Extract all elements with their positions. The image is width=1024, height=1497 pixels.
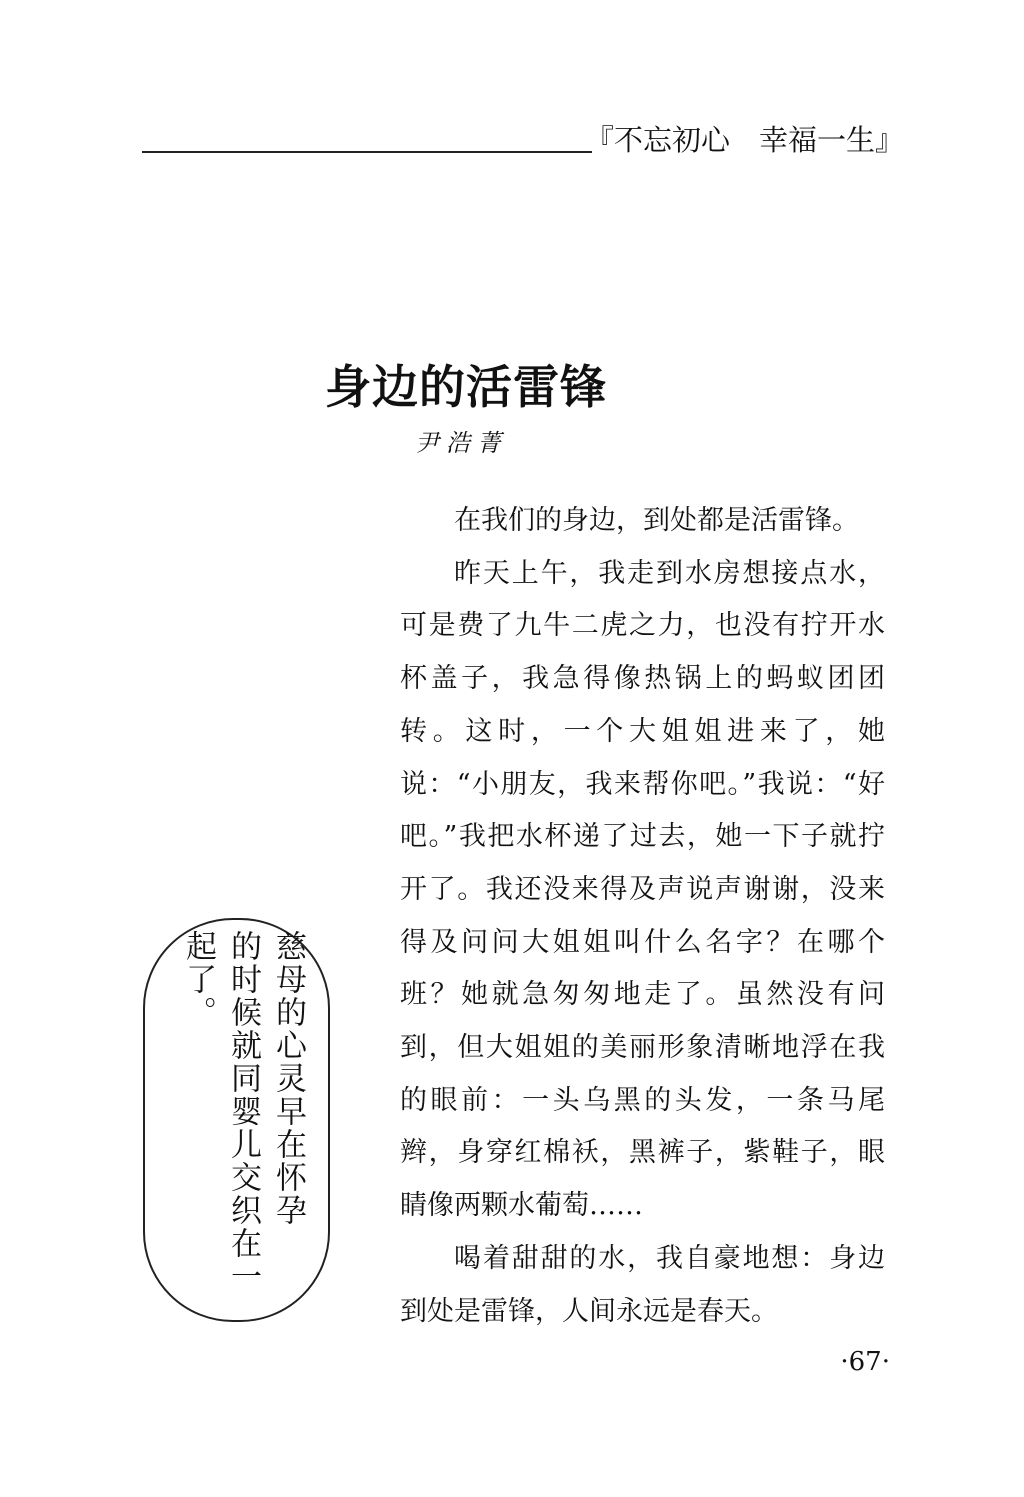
article-body <box>400 495 885 1338</box>
running-title: 『不忘初心 幸福一生』 <box>585 123 905 157</box>
paragraph: 在我们的身边，到处都是活雷锋。 <box>454 505 859 536</box>
header-rule <box>142 151 592 153</box>
paragraph: 昨天上午，我走到水房想接点水，可是费了九牛二虎之力，也没有拧开水杯盖子，我急得像热锅上的蚂蚁团团转。这时，一个大姐姐进来了，她说：“小朋友，我来帮你吧。”我说：“好吧。”我把水杯递了过去，她一下子就拧开了。我还没来得及声说声谢谢，没来得及问问大姐姐叫什么名字？在哪个班？她就急匆匆地走了。虽然没有问到，但大姐姐的美丽形象清晰地浮在我的眼前：一头乌黑的头发，一条马尾辫，身穿红棉袄，黑裤子，紫鞋子，眼睛像两颗水葡萄…… <box>400 557 885 1222</box>
article-author: 尹浩菁 <box>415 429 508 457</box>
article-title: 身边的活雷锋 <box>325 360 607 414</box>
page-number: ·67· <box>840 1347 890 1377</box>
paragraph: 喝着甜甜的水，我自豪地想：身边到处是雷锋，人间永远是春天。 <box>400 1242 885 1327</box>
sidebar-quote: 慈母的心灵早在怀孕 的时候就同婴儿交织在一 起了。 <box>180 930 306 1293</box>
